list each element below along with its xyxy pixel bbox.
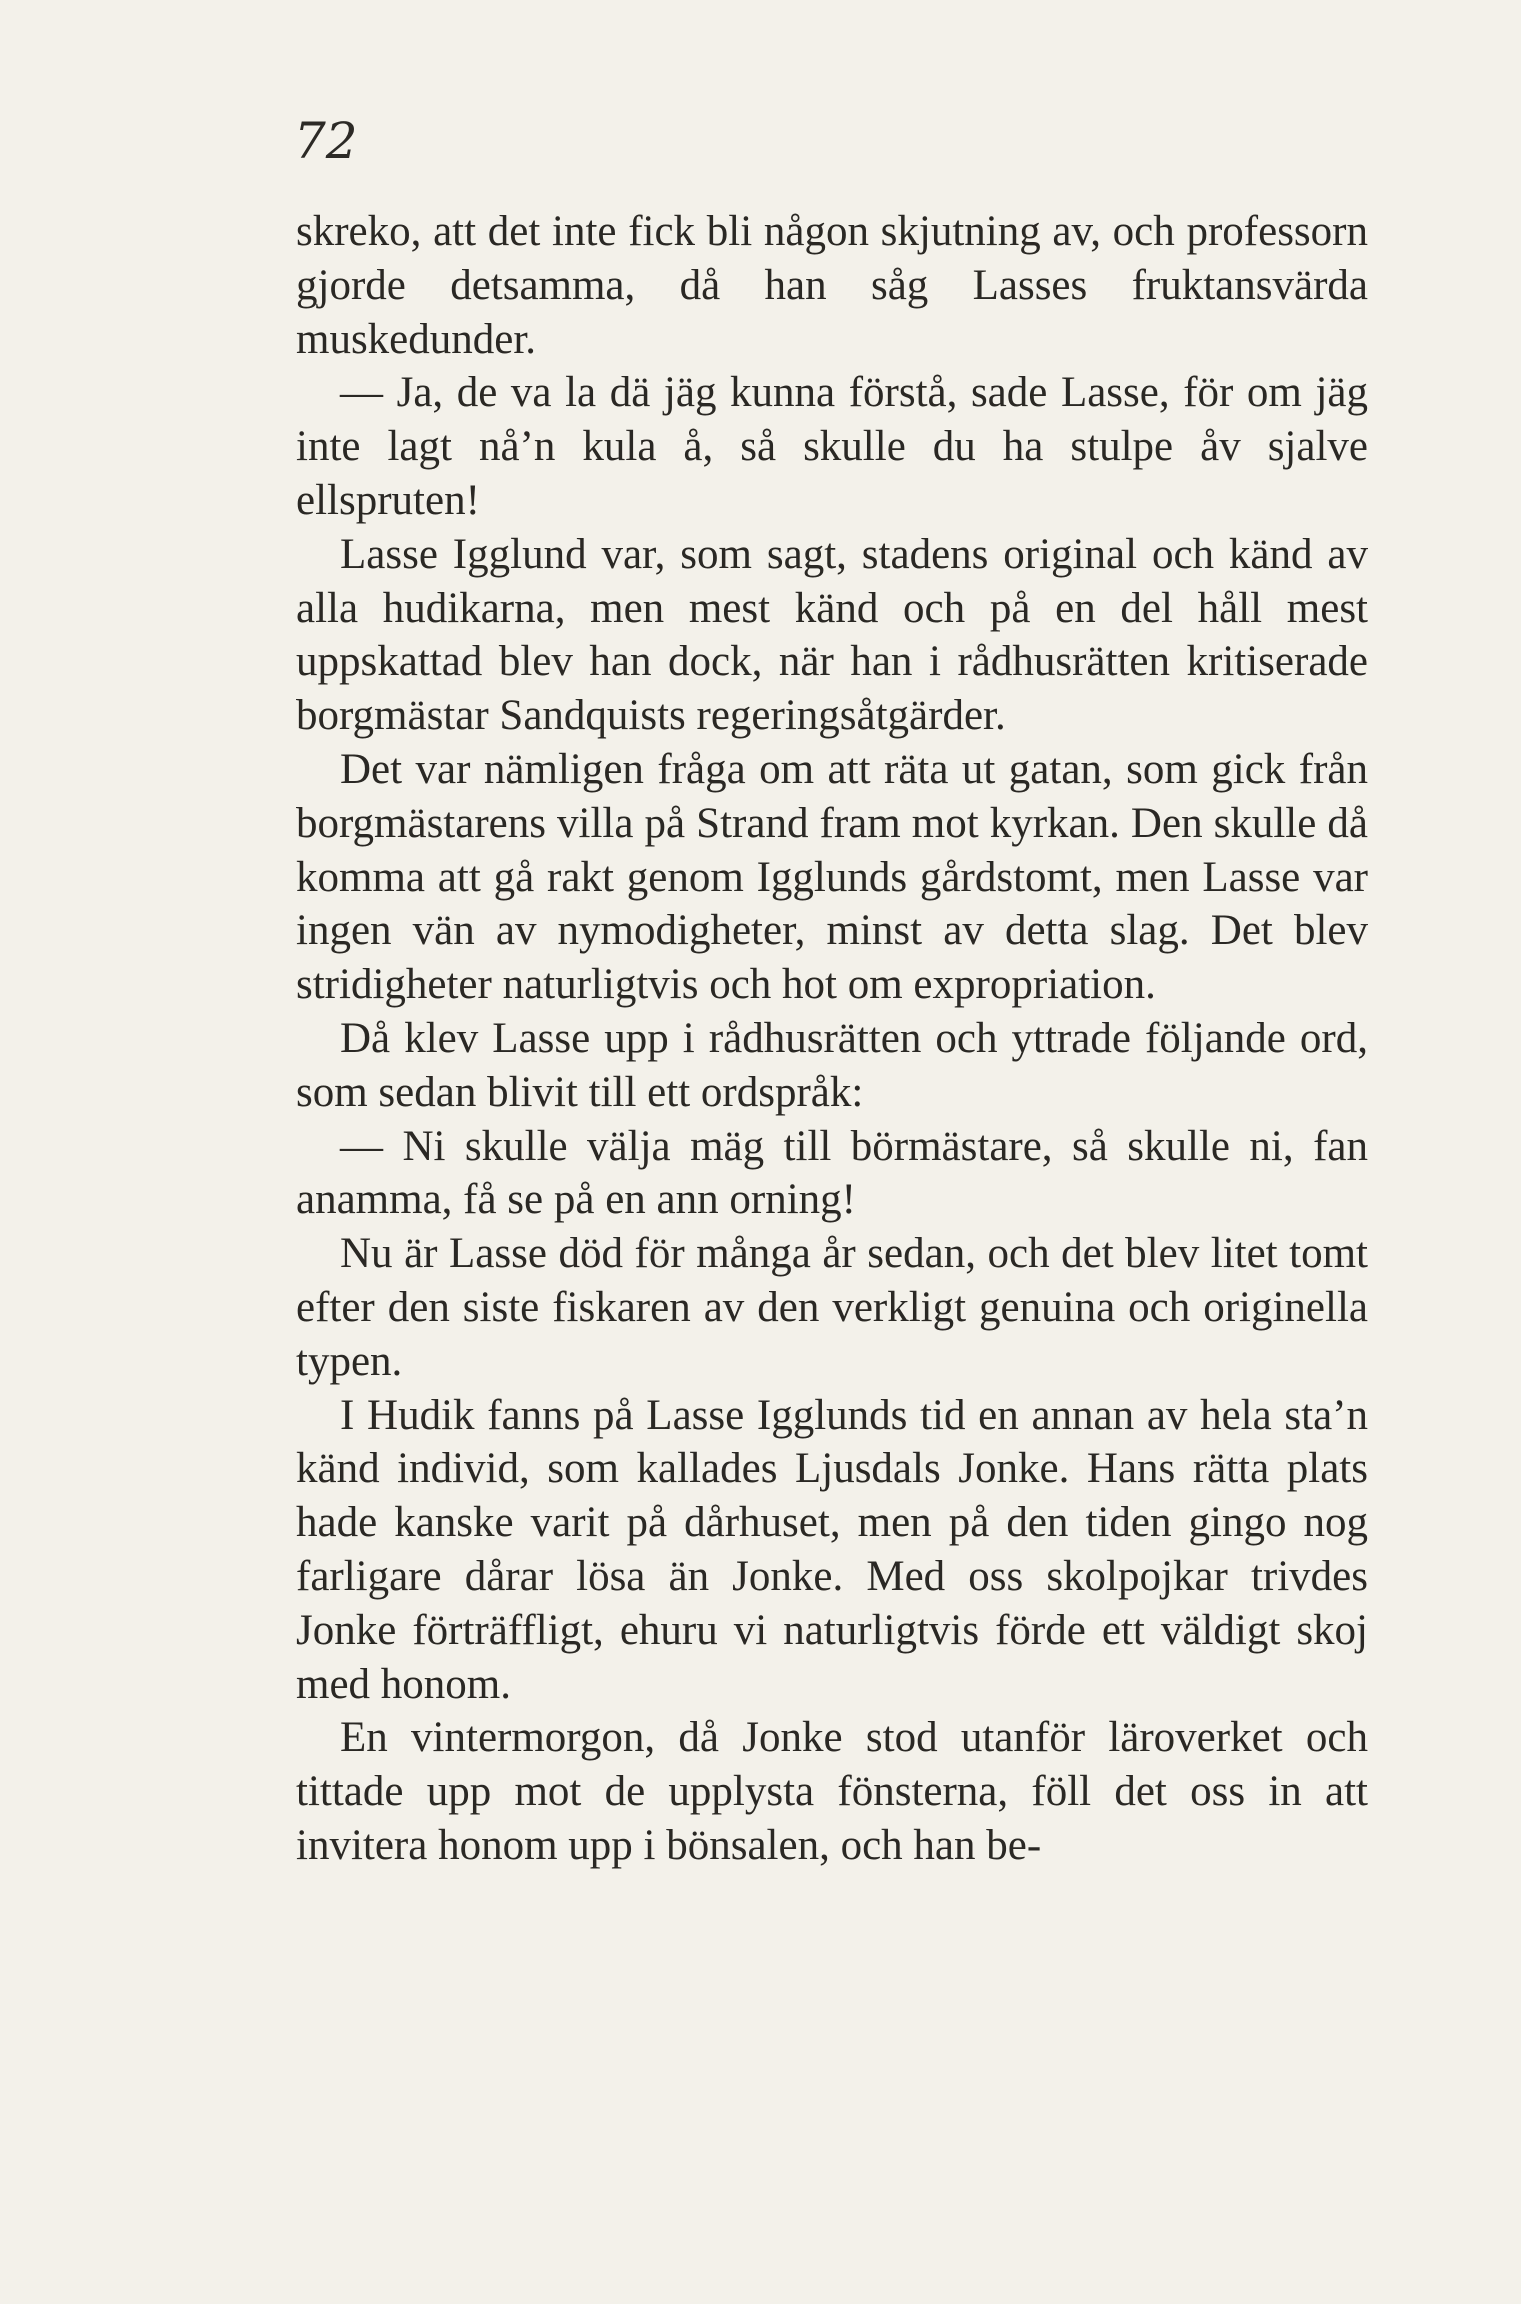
body-text: [296, 205, 1368, 1873]
page-number: 72: [294, 112, 358, 170]
paragraph: skreko, att det inte fick bli någon skjutning av, och professorn gjorde detsamma, då han såg Lasses fruktansvärda muskedunder.: [296, 208, 1368, 363]
paragraph: En vintermorgon, då Jonke stod utanför läroverket och tittade upp mot de upplysta fönsterna, föll det oss in att invitera honom upp i bönsalen, och han be-: [296, 1714, 1368, 1869]
paragraph: I Hudik fanns på Lasse Igglunds tid en annan av hela sta’n känd individ, som kallades Ljusdals Jonke. Hans rätta plats hade kanske varit på dårhuset, men på den tiden gingo nog farligare dårar lösa än Jonke. Med oss skolpojkar trivdes Jonke förträffligt, ehuru vi naturligtvis förde ett väldigt skoj med honom.: [296, 1391, 1368, 1708]
paragraph: — Ni skulle välja mäg till börmästare, så skulle ni, fan anamma, få se på en ann orning!: [296, 1122, 1368, 1224]
paragraph: Det var nämligen fråga om att räta ut gatan, som gick från borgmästarens villa på Strand fram mot kyrkan. Den skulle då komma att gå rakt genom Igglunds gårdstomt, men Lasse var ingen vän av nymodigheter, minst av detta slag. Det blev stridigheter naturligtvis och hot om expropriation.: [296, 745, 1368, 1009]
paragraph: Lasse Igglund var, som sagt, stadens original och känd av alla hudikarna, men mest känd och på en del håll mest uppskattad blev han dock, när han i rådhusrätten kritiserade borgmästar Sandquists regeringsåtgärder.: [296, 530, 1368, 740]
paragraph: Nu är Lasse död för många år sedan, och det blev litet tomt efter den siste fiskaren av den verkligt genuina och originella typen.: [296, 1230, 1368, 1385]
paragraph: — Ja, de va la dä jäg kunna förstå, sade Lasse, för om jäg inte lagt nå’n kula å, så skulle du ha stulpe åv sjalve ellspruten!: [296, 369, 1368, 524]
paragraph: Då klev Lasse upp i rådhusrätten och yttrade följande ord, som sedan blivit till ett ordspråk:: [296, 1014, 1368, 1116]
